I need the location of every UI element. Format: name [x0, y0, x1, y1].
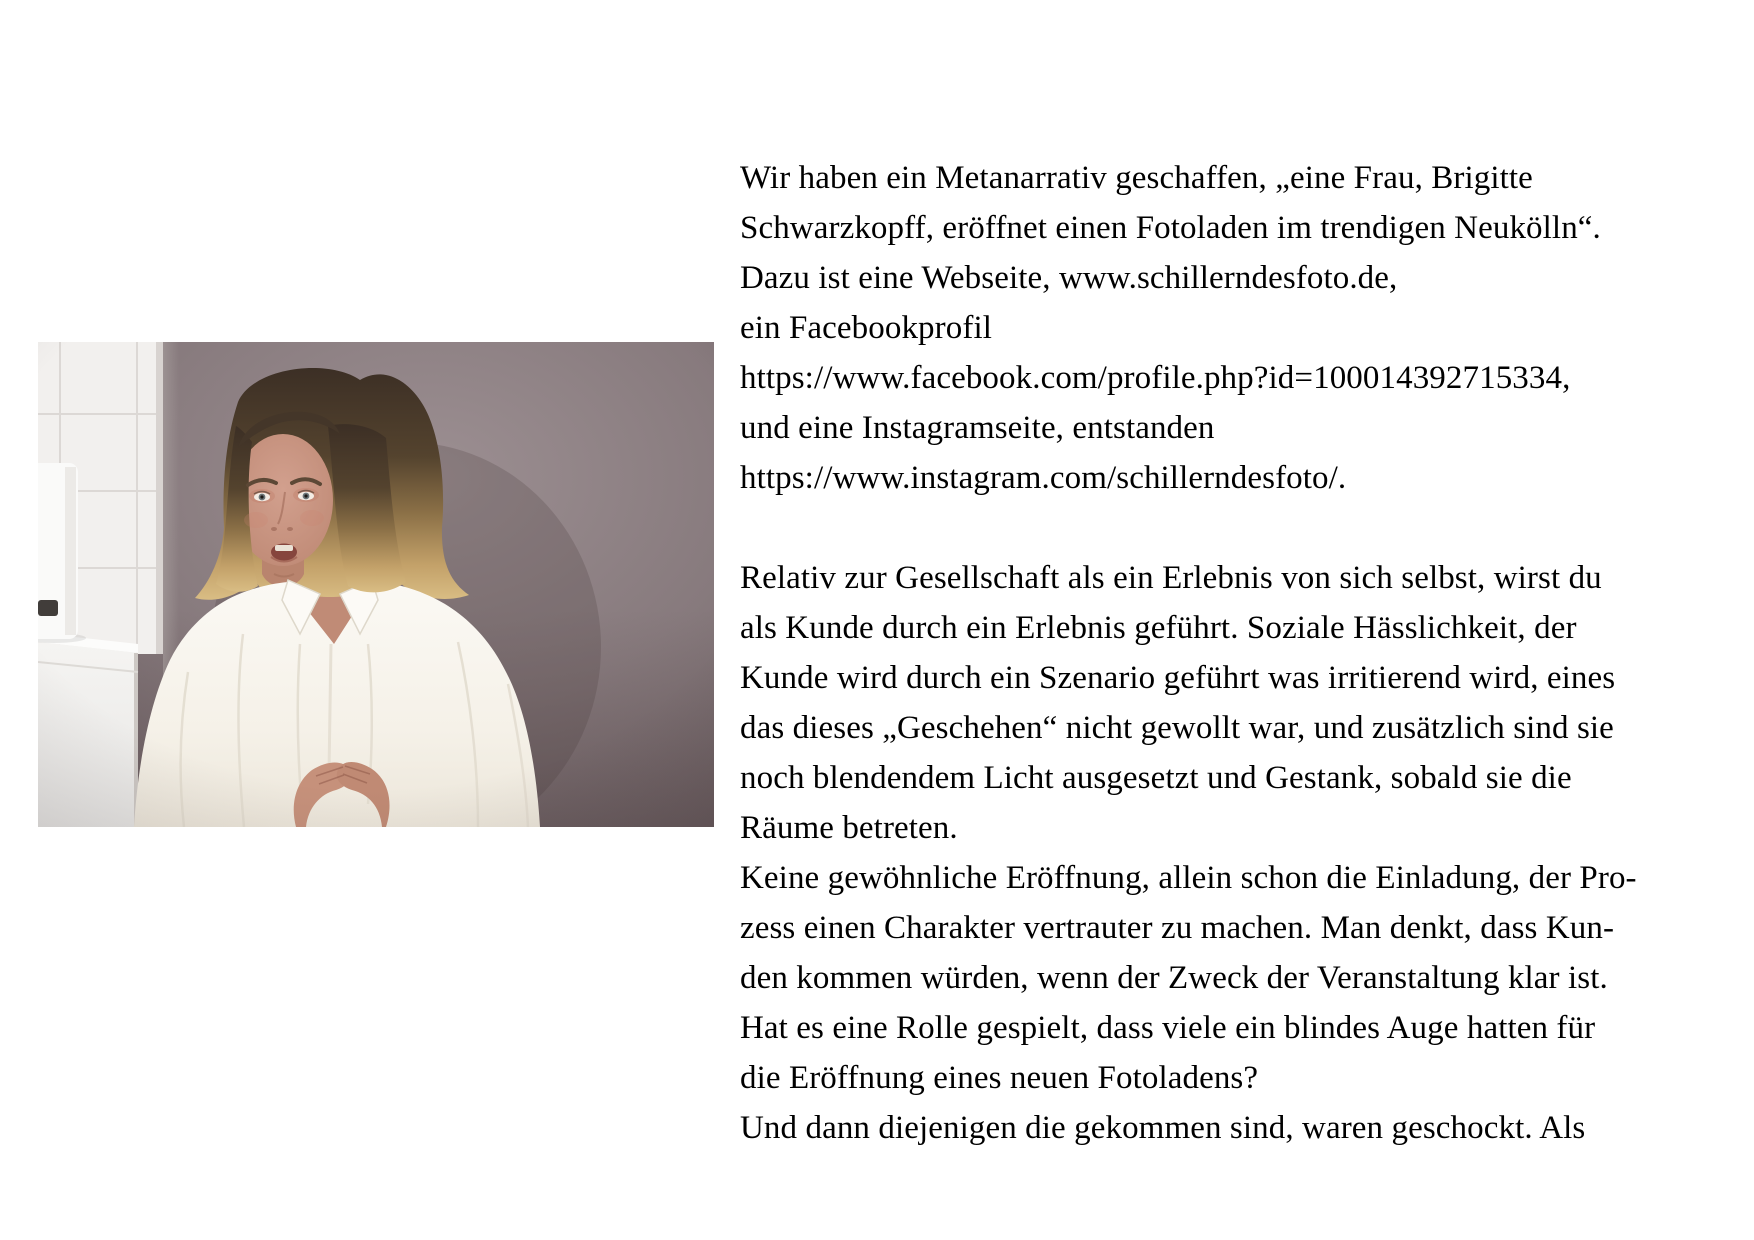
text-line: Wir haben ein Metanarrativ geschaffen, „eine Frau, Brigitte: [740, 160, 1533, 196]
text-line: Kunde wird durch ein Szenario geführt was irritierend wird, eines: [740, 660, 1616, 696]
text-line: ein Facebookprofil: [740, 310, 992, 346]
text-line: zess einen Charakter vertrauter zu machen. Man denkt, dass Kun-: [740, 910, 1615, 946]
text-line: Räume betreten.: [740, 810, 958, 846]
text-line: Dazu ist eine Webseite, www.schillerndesfoto.de,: [740, 260, 1398, 296]
video-still-photo: [38, 342, 714, 827]
photo-illustration: [38, 342, 714, 827]
text-line: https://www.facebook.com/profile.php?id=100014392715334,: [740, 360, 1571, 396]
paragraph: [740, 153, 1680, 503]
text-line: die Eröffnung eines neuen Fotoladens?: [740, 1060, 1259, 1096]
text-line: Und dann diejenigen die gekommen sind, waren geschockt. Als: [740, 1110, 1586, 1146]
text-line: das dieses „Geschehen“ nicht gewollt war, und zusätzlich sind sie: [740, 710, 1614, 746]
text-line: https://www.instagram.com/schillerndesfoto/.: [740, 460, 1347, 496]
paragraph: [740, 553, 1680, 1153]
text-line: Hat es eine Rolle gespielt, dass viele ein blindes Auge hatten für: [740, 1010, 1596, 1046]
text-line: als Kunde durch ein Erlebnis geführt. Soziale Hässlichkeit, der: [740, 610, 1577, 646]
text-line: den kommen würden, wenn der Zweck der Veranstaltung klar ist.: [740, 960, 1608, 996]
text-line: und eine Instagramseite, entstanden: [740, 410, 1215, 446]
text-block: [740, 153, 1680, 1153]
text-line: Keine gewöhnliche Eröffnung, allein schon die Einladung, der Pro-: [740, 860, 1637, 896]
text-line: Schwarzkopff, eröffnet einen Fotoladen im trendigen Neukölln“.: [740, 210, 1601, 246]
text-line: Relativ zur Gesellschaft als ein Erlebnis von sich selbst, wirst du: [740, 560, 1602, 596]
photo-vignette: [38, 342, 714, 827]
text-line: noch blendendem Licht ausgesetzt und Gestank, sobald sie die: [740, 760, 1572, 796]
